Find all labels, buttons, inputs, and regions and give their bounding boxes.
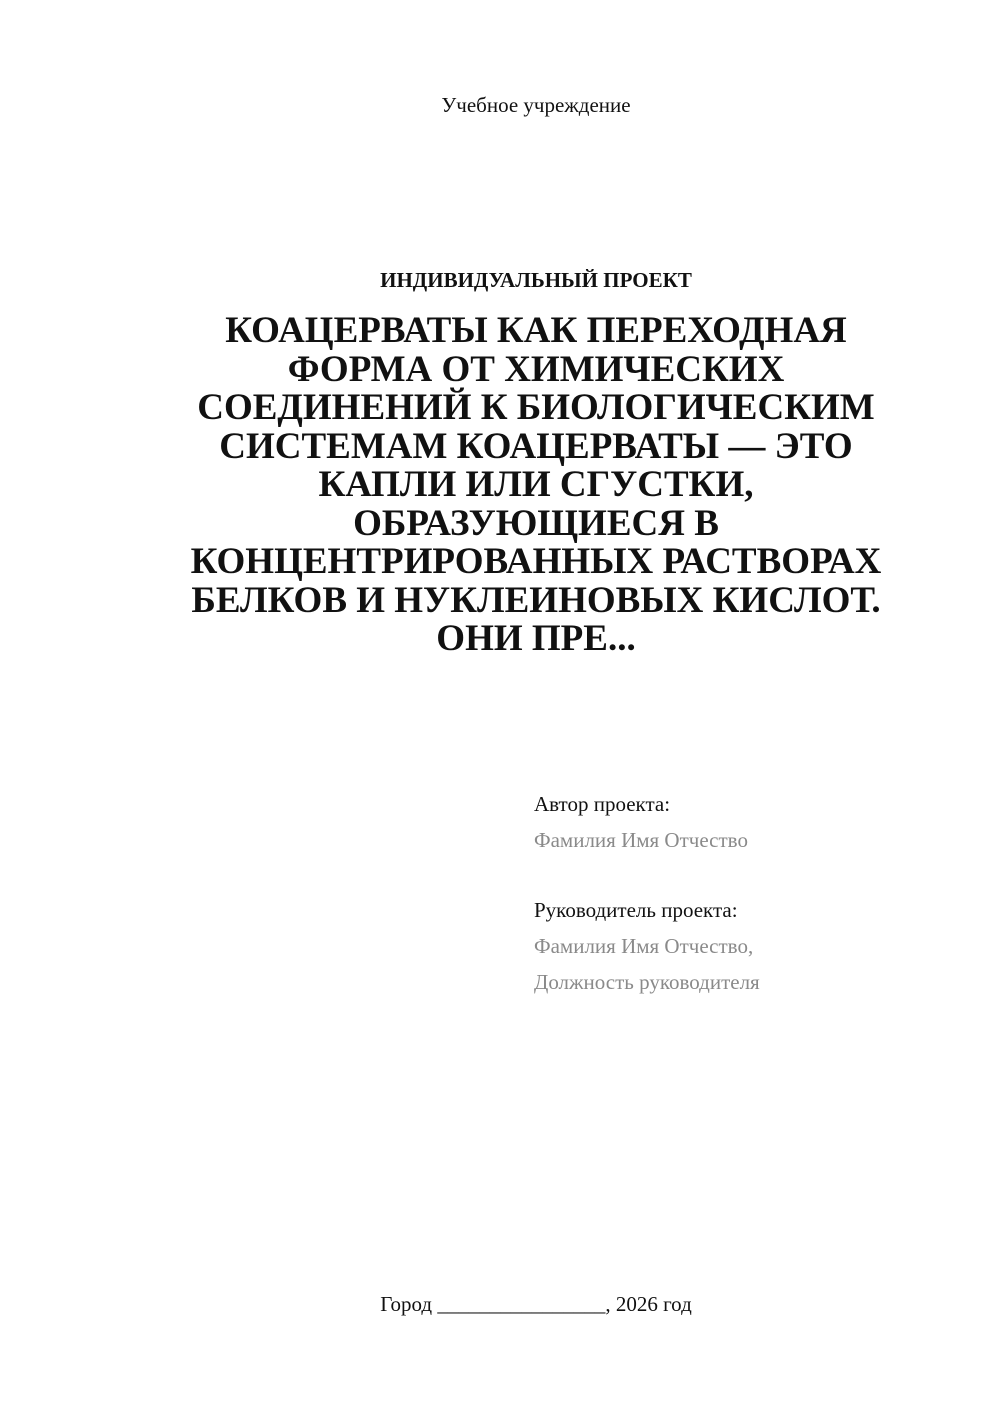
supervisor-block <box>534 892 954 1000</box>
project-type-heading: ИНДИВИДУАЛЬНЫЙ ПРОЕКТ <box>380 268 692 292</box>
supervisor-name: Фамилия Имя Отчество, <box>534 934 754 958</box>
project-title: КОАЦЕРВАТЫ КАК ПЕРЕХОДНАЯ ФОРМА ОТ ХИМИЧЕСКИХ СОЕДИНЕНИЙ К БИОЛОГИЧЕСКИМ СИСТЕМАМ КОАЦЕРВАТЫ — ЭТО КАПЛИ ИЛИ СГУСТКИ, ОБРАЗУЮЩИЕСЯ В КОНЦЕНТРИРОВАННЫХ РАСТВОРАХ БЕЛКОВ И НУКЛЕИНОВЫХ КИСЛОТ. ОНИ ПРЕ... <box>190 310 882 659</box>
author-name: Фамилия Имя Отчество <box>534 828 748 852</box>
city-year-line: Город ________________, 2026 год <box>380 1292 692 1316</box>
author-label: Автор проекта: <box>534 792 671 816</box>
supervisor-position: Должность руководителя <box>534 970 760 994</box>
supervisor-label: Руководитель проекта: <box>534 898 738 922</box>
institution-name: Учебное учреждение <box>441 93 631 117</box>
author-block <box>534 786 954 858</box>
